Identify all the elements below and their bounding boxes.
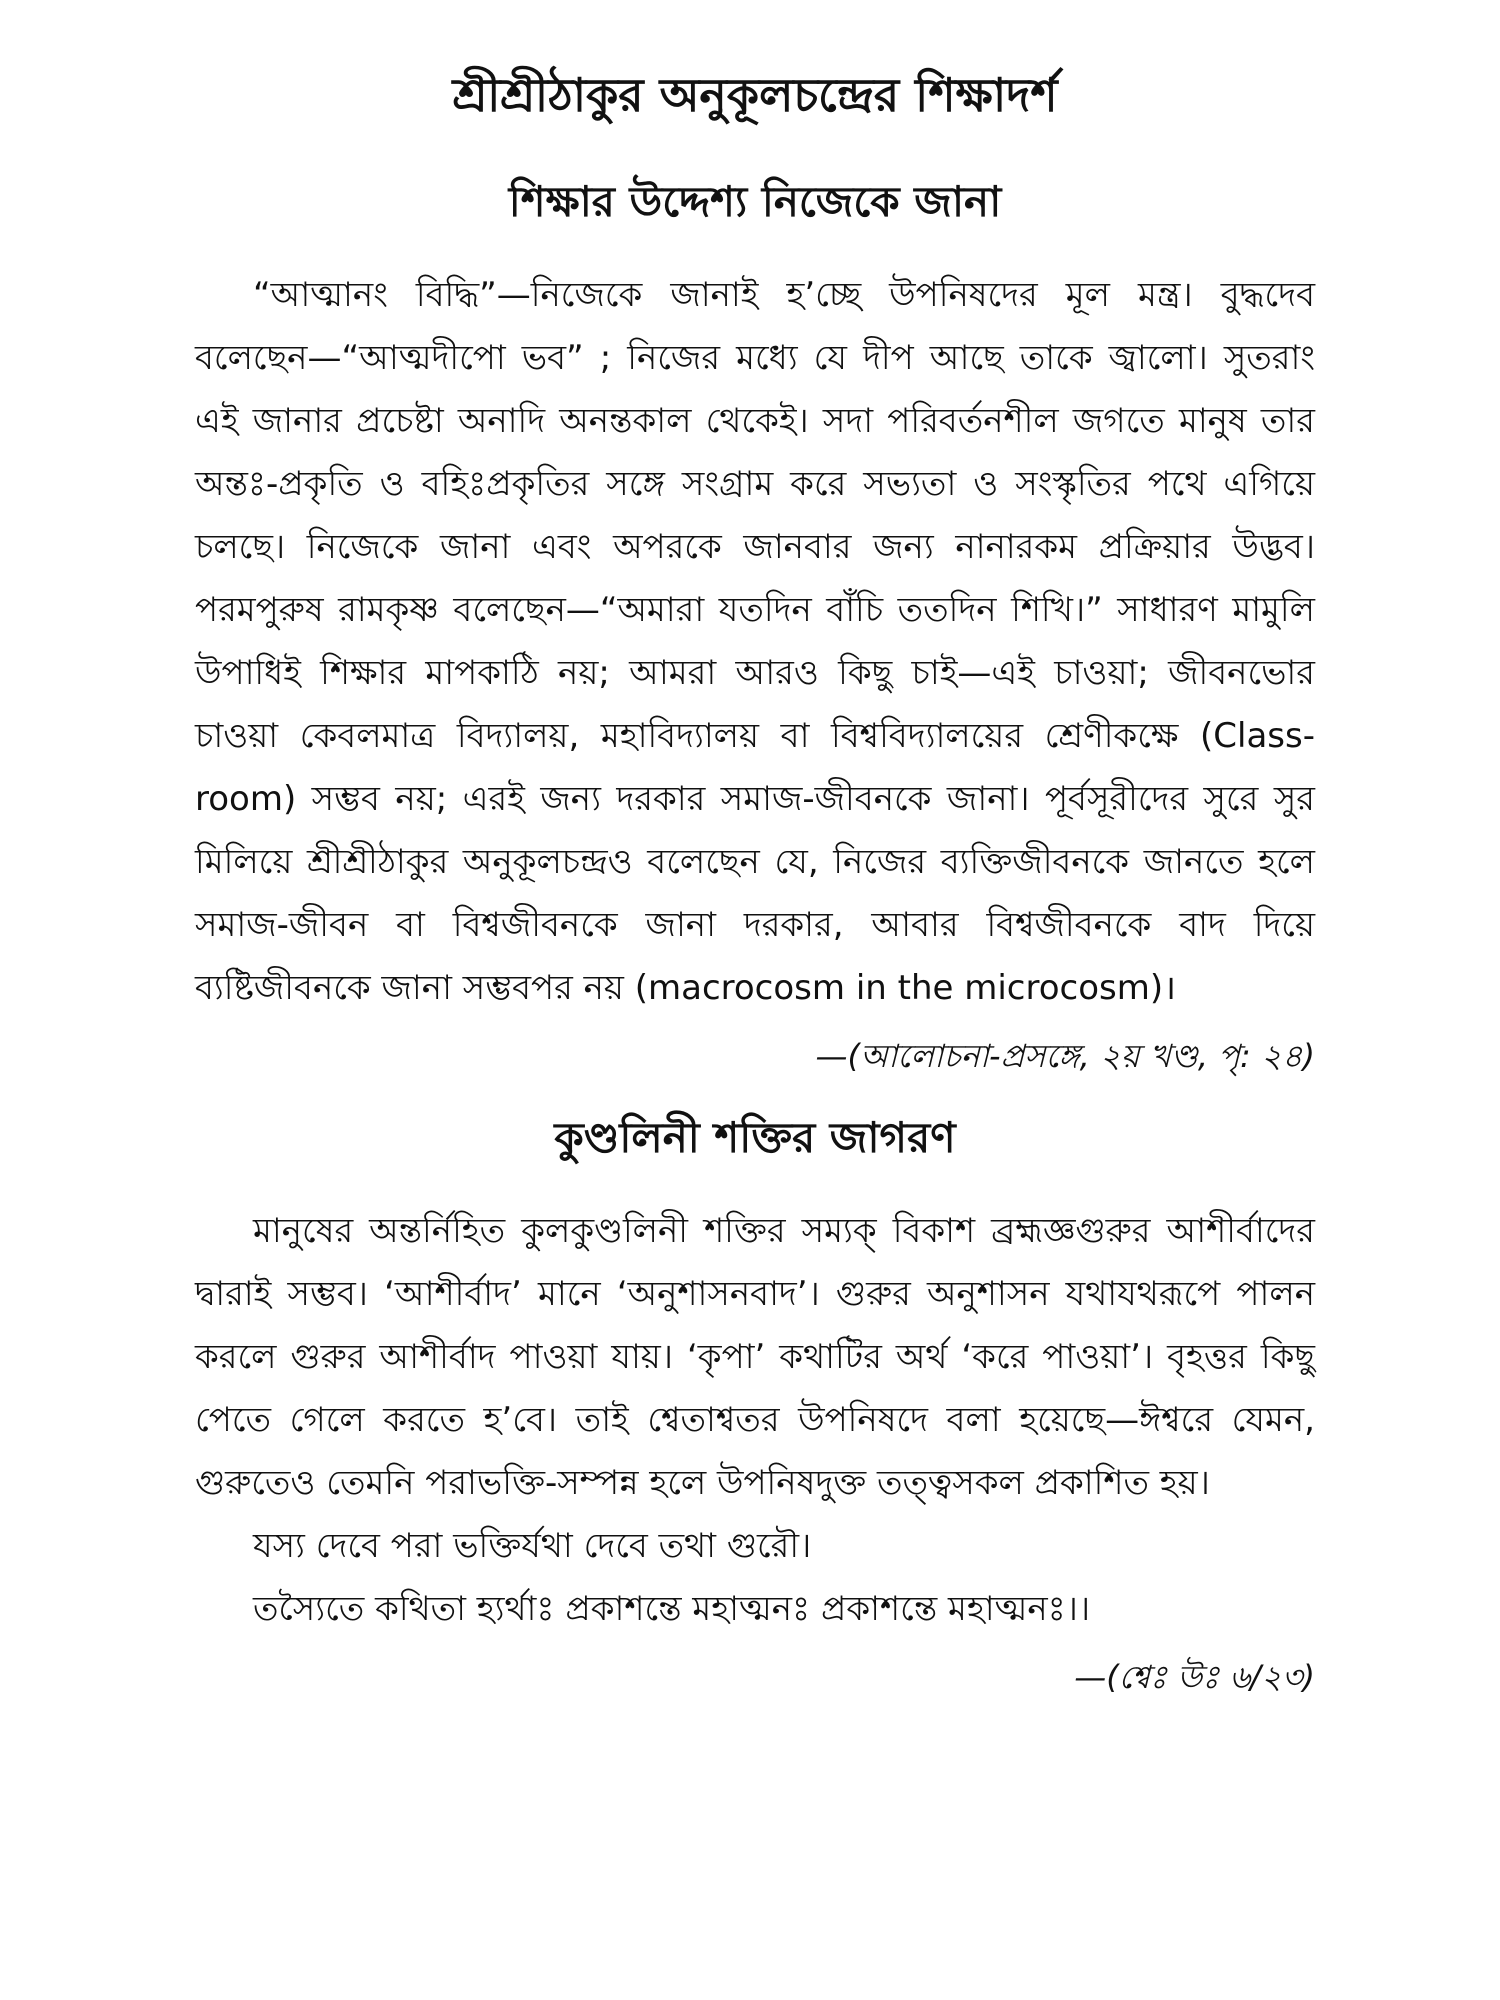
section-kundalini: [195, 1106, 1315, 1707]
section-heading-kundalini: কুণ্ডলিনী শক্তির জাগরণ: [554, 1113, 956, 1162]
verse-line-1: যস্য দেবে পরা ভক্তির্যথা দেবে তথা গুরৌ।: [253, 1526, 812, 1566]
verse-line-2: তস্যৈতে কথিতা হ্যর্থাঃ প্রকাশন্তে মহাত্মনঃ প্রকাশন্তে মহাত্মনঃ।।: [253, 1589, 1091, 1629]
section-heading-self-knowledge: শিক্ষার উদ্দেশ্য নিজেকে জানা: [508, 177, 1002, 226]
document-page: [195, 60, 1315, 1960]
section-paragraph-kundalini: মানুষের অন্তর্নিহিত কুলকুণ্ডলিনী শক্তির সম্যক্ বিকাশ ব্রহ্মজ্ঞগুরুর আশীর্বাদের দ্বারাই সম্ভব। ‘আশীর্বাদ’ মানে ‘অনুশাসনবাদ’। গুরুর অনুশাসন যথাযথরূপে পালন করলে গুরুর আশীর্বাদ পাওয়া যায়। ‘কৃপা’ কথাটির অর্থ ‘করে পাওয়া’। বৃহত্তর কিছু পেতে গেলে করতে হ’বে। তাই শ্বেতাশ্বতর উপনিষদে বলা হয়েছে—ঈশ্বরে যেমন, গুরুতেও তেমনি পরাভক্তি-সম্পন্ন হলে উপনিষদুক্ত তত্ত্বসকল প্রকাশিত হয়।: [195, 1211, 1315, 1503]
citation-alochana-prasange: —(আলোচনা-প্রসঙ্গে, ২য় খণ্ড, পৃ: ২৪): [815, 1037, 1315, 1075]
citation-shvetashvatara: —(শ্বেঃ উঃ ৬/২৩): [1074, 1658, 1315, 1696]
section-self-knowledge: [195, 170, 1315, 1086]
section-paragraph-self-knowledge: “আত্মানং বিদ্ধি”—নিজেকে জানাই হ’চ্ছে উপনিষদের মূল মন্ত্র। বুদ্ধদেব বলেছেন—“আত্মদীপো ভব” ; নিজের মধ্যে যে দীপ আছে তাকে জ্বালো। সুতরাং এই জানার প্রচেষ্টা অনাদি অনন্তকাল থেকেই। সদা পরিবর্তনশীল জগতে মানুষ তার অন্তঃ-প্রকৃতি ও বহিঃপ্রকৃতির সঙ্গে সংগ্রাম করে সভ্যতা ও সংস্কৃতির পথে এগিয়ে চলছে। নিজেকে জানা এবং অপরকে জানবার জন্য নানারকম প্রক্রিয়ার উদ্ভব। পরমপুরুষ রামকৃষ্ণ বলেছেন—“অমারা যতদিন বাঁচি ততদিন শিখি।” সাধারণ মামুলি উপাধিই শিক্ষার মাপকাঠি নয়; আমরা আরও কিছু চাই—এই চাওয়া; জীবনভোর চাওয়া কেবলমাত্র বিদ্যালয়, মহাবিদ্যালয় বা বিশ্ববিদ্যালয়ের শ্রেণীকক্ষে (Class-room) সম্ভব নয়; এরই জন্য দরকার সমাজ-জীবনকে জানা। পূর্বসূরীদের সুরে সুর মিলিয়ে শ্রীশ্রীঠাকুর অনুকূলচন্দ্রও বলেছেন যে, নিজের ব্যক্তিজীবনকে জানতে হলে সমাজ-জীবন বা বিশ্বজীবনকে জানা দরকার, আবার বিশ্বজীবনকে বাদ দিয়ে ব্যষ্টিজীবনকে জানা সম্ভবপর নয় (macrocosm in the microcosm)।: [195, 275, 1315, 1008]
page-title: শ্রীশ্রীঠাকুর অনুকূলচন্দ্রের শিক্ষাদর্শ: [452, 68, 1058, 122]
